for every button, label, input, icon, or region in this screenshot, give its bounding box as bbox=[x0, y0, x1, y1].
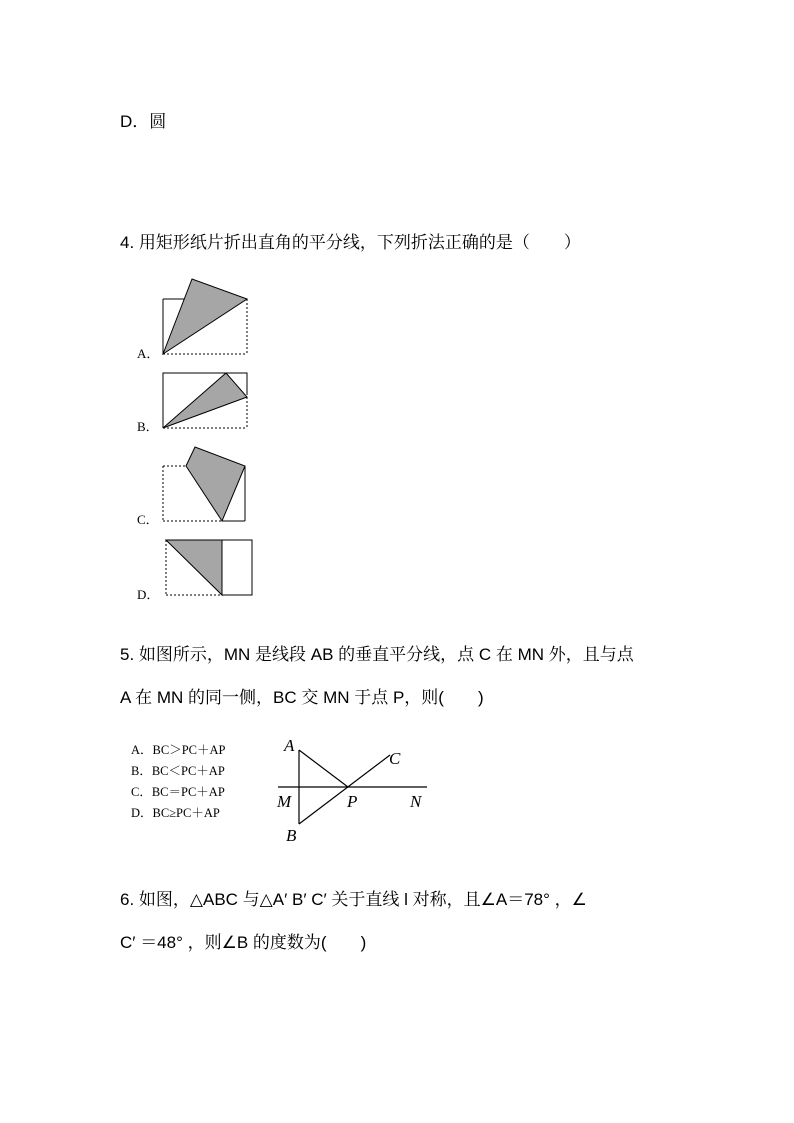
q4-option-b-label: B． bbox=[137, 419, 159, 434]
q4-option-a-label: A． bbox=[137, 346, 160, 361]
q5-option-a: A．BC＞PC＋AP bbox=[131, 743, 226, 757]
q5-stem-line2: A 在 MN 的同一侧，BC 交 MN 于点 P，则( ) bbox=[120, 688, 484, 707]
segment-bc bbox=[299, 755, 390, 824]
q5-option-b: B．BC＜PC＋AP bbox=[131, 764, 225, 778]
q4-stem: 4. 用矩形纸片折出直角的平分线，下列折法正确的是（ ） bbox=[120, 233, 581, 252]
q5-stem-line1: 5. 如图所示，MN 是线段 AB 的垂直平分线，点 C 在 MN 外，且与点 bbox=[120, 645, 634, 664]
label-p: P bbox=[347, 792, 358, 811]
label-n: N bbox=[410, 792, 422, 811]
label-a: A bbox=[284, 736, 295, 755]
q6-stem-line2: C′ ＝48° ，则∠B 的度数为( ) bbox=[120, 933, 367, 952]
label-c: C bbox=[389, 749, 401, 768]
label-b: B bbox=[286, 826, 297, 845]
segment-ap bbox=[299, 750, 348, 787]
q4-option-c-label: C． bbox=[137, 512, 159, 527]
q5-option-c: C．BC＝PC＋AP bbox=[131, 785, 225, 799]
q4-option-d-label: D． bbox=[137, 587, 160, 602]
q6-stem-line1: 6. 如图，△ABC 与△A′ B′ C′ 关于直线 l 对称，且∠A＝78° ，∠ bbox=[120, 890, 587, 909]
label-m: M bbox=[277, 792, 292, 811]
q5-option-d: D．BC≥PC＋AP bbox=[131, 806, 220, 820]
q3-option-d: D．圆 bbox=[120, 112, 167, 131]
